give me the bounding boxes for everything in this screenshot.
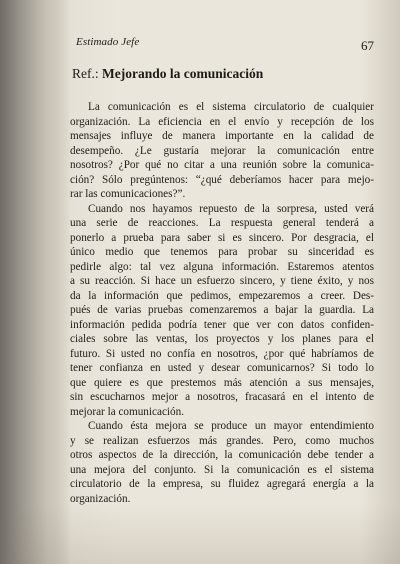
text-line: desempeño. ¿Le gustaría mejorar la comunicación entre — [70, 144, 374, 157]
text-line: pedirle algo: tal vez alguna información. Estaremos atentos — [70, 260, 374, 273]
text-line: mensajes influye de manera importante en la calidad de — [70, 130, 374, 142]
text-line: futuro. Si usted no confía en nosotros, ¿por qué habríamos de — [70, 347, 374, 360]
text-line: y se realizan esfuerzos más grandes. Pero, como muchos — [70, 434, 374, 447]
page-bottom-shadow — [0, 504, 400, 564]
text-line: tener confianza en usted y desear comunicarnos? Si todo lo — [70, 362, 374, 374]
book-page — [66, 0, 386, 564]
text-line: una mejora del conjunto. Si la comunicación es el sistema — [70, 463, 374, 476]
text-line: organización. — [70, 492, 131, 505]
page-number: 67 — [361, 38, 374, 53]
text-line: ciales sobre las ventas, los proyectos y los planes para el — [70, 333, 374, 345]
book-gutter-shadow — [0, 0, 70, 564]
text-line: que quiere es que prestemos más atención a sus mensajes, — [70, 376, 374, 389]
heading-title: Mejorando la comunicación — [102, 66, 264, 81]
text-line: Cuando ésta mejora se produce un mayor entendimiento — [88, 420, 374, 432]
text-line: organización. La eficiencia en el envío y recepción de los — [70, 115, 374, 128]
text-line: La comunicación es el sistema circulatorio de cualquier — [88, 101, 374, 113]
paragraph — [70, 202, 374, 420]
paragraph — [70, 419, 374, 506]
text-line: circulatorio de la empresa, su fluidez agregará energía a la — [70, 478, 374, 490]
text-line: ción? Sólo pregúntenos: “¿qué deberíamos hacer para mejo- — [70, 173, 374, 186]
text-line: una serie de reacciones. La respuesta general tenderá a — [70, 217, 374, 229]
paragraph — [70, 100, 374, 202]
heading-ref: Ref.: — [72, 66, 99, 81]
text-line: mejorar la comunicación. — [70, 405, 184, 418]
text-line: Cuando nos hayamos repuesto de la sorpresa, usted verá — [88, 202, 374, 215]
running-head: Estimado Jefe — [76, 36, 140, 48]
text-line: único medio que tenemos para probar su sinceridad es — [70, 246, 374, 258]
section-heading — [72, 66, 372, 82]
text-line: a su reacción. Si hace un esfuerzo sincero, y tiene éxito, y nos — [70, 275, 374, 287]
text-line: sin escucharnos mejor a nosotros, fracasará en el intento de — [70, 391, 374, 403]
body-text — [70, 100, 374, 506]
text-line: nosotros? ¿Por qué no citar a una reunión sobre la comunica- — [70, 159, 374, 171]
text-line: información pedida podría tener que ver con datos confiden- — [70, 318, 374, 331]
text-line: rar las comunicaciones?”. — [70, 188, 186, 200]
text-line: pués de varias pruebas comenzaremos a bajar la guardia. La — [70, 304, 374, 316]
text-line: ponerlo a prueba para saber si es sincero. Por desgracia, el — [70, 231, 374, 244]
text-line: otros aspectos de la dirección, la comunicación debe tender a — [70, 449, 374, 461]
text-line: da la información que pedimos, empezaremos a creer. Des- — [70, 289, 374, 302]
